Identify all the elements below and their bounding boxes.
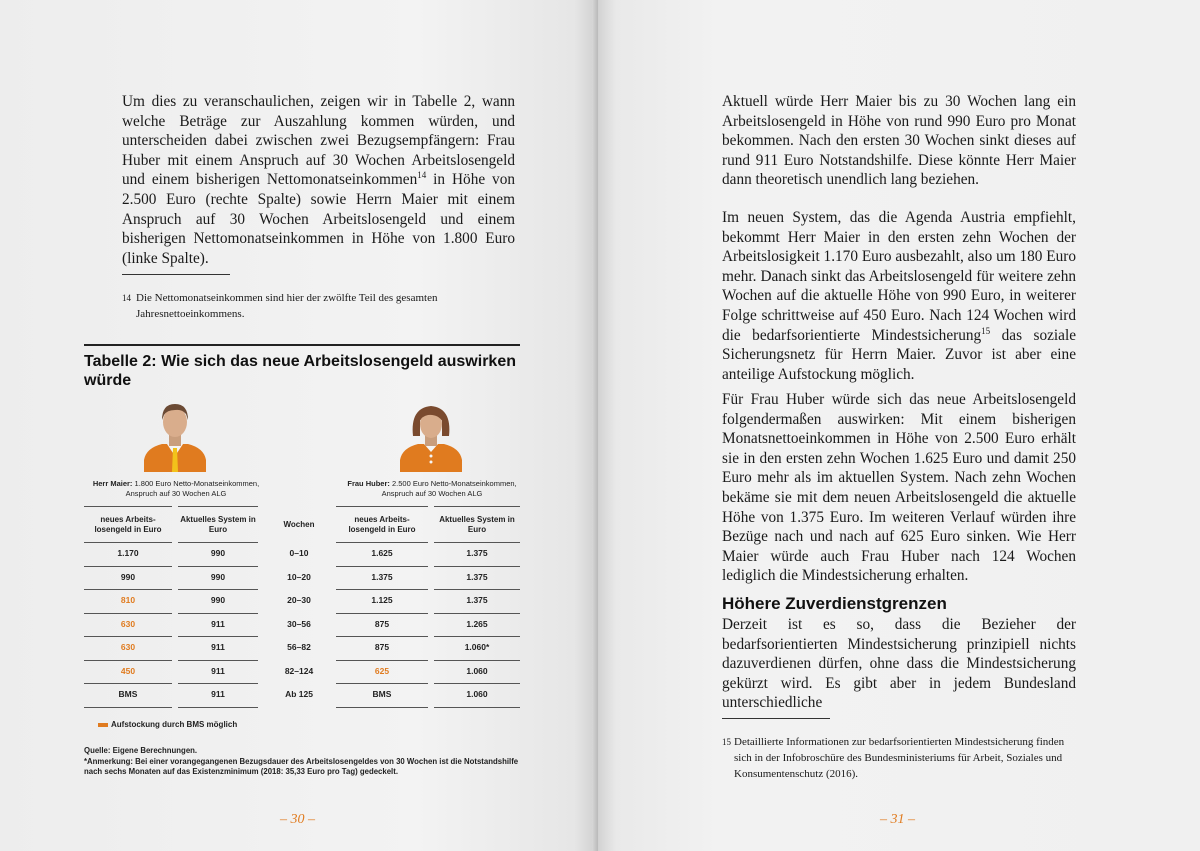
row-rule xyxy=(84,660,172,661)
table-cell: 1.375 xyxy=(466,571,488,582)
row-rule xyxy=(434,613,520,614)
right-paragraph-1: Aktuell würde Herr Maier bis zu 30 Wochen lang ein Arbeitslosengeld in Höhe von rund 990 Euro pro Monat bekommen. Nach den ersten 30 Wochen sinkt dieses auf rund 911 Euro Notstandshilfe. Diese könnte Herr Maier dann theoretisch unendlich lang beziehen. xyxy=(722,93,1076,189)
row-rule xyxy=(178,566,258,567)
man-avatar-icon xyxy=(142,398,208,472)
table-cell: 1.060 xyxy=(466,665,488,676)
row-rule xyxy=(84,566,172,567)
table-cell: 1.170 xyxy=(117,548,139,558)
row-rule xyxy=(84,589,172,590)
table-cell: 1.125 xyxy=(371,595,393,605)
table-cell: 82–124 xyxy=(284,665,314,676)
table-cell: 810 xyxy=(120,595,136,605)
row-rule xyxy=(434,683,520,684)
page-number-right: – 31 – xyxy=(880,812,915,827)
row-rule xyxy=(84,636,172,637)
row-rule xyxy=(84,613,172,614)
table-cell: 630 xyxy=(120,618,136,629)
table-legend: Aufstockung durch BMS möglich xyxy=(98,720,237,729)
huber-caption: Frau Huber: 2.500 Euro Netto-Monatseinkommen, Anspruch auf 30 Wochen ALG xyxy=(347,479,517,498)
col-header-huber-new: neues Arbeits-losengeld in Euro xyxy=(348,515,416,534)
row-rule xyxy=(434,660,520,661)
col-header-weeks: Wochen xyxy=(283,520,315,529)
footnote-14: 14 Die Nettomonatseinkommen sind hier der zwölfte Teil des gesamten Jahresnettoeinkommens. xyxy=(122,292,438,320)
table-cell: 990 xyxy=(210,595,226,605)
table-cell: 625 xyxy=(374,665,390,676)
table-cell: 990 xyxy=(120,571,136,582)
table-cell: 0–10 xyxy=(289,548,309,558)
left-intro-paragraph: Um dies zu veranschaulichen, zeigen wir in Tabelle 2, wann welche Beträge zur Auszahlung kommen würden, und unterscheiden dabei zwischen zwei Bezugsempfängern: Frau Huber mit einem Anspruch auf 30 Wochen Arbeitslosengeld und einem bisherigen Nettomonatseinkommen$^{14}$ in Höhe von 2.500 Euro (rechte Spalte) sowie Herrn Maier mit einem Anspruch auf 30 Wochen Arbeitslosengeld und einem bisherigen Nettomonatseinkommen in Höhe von 1.800 Euro (linke Spalte). xyxy=(122,93,516,267)
table-cell: 450 xyxy=(120,665,136,676)
row-rule xyxy=(178,613,258,614)
table-cell: 911 xyxy=(211,665,225,676)
right-paragraph-3: Für Frau Huber würde sich das neue Arbeitslosengeld folgendermaßen auswirken: Mit einem bisherigen Monatsnettoeinkommen in Höhe von 2.500 Euro erhält sie in den ersten zehn Wochen 1.625 Euro und damit 250 Euro mehr als im aktuellen System. Nach zehn Wochen bekäme sie mit dem neuen Arbeitslosengeld die aktuelle Höhe von 1.375 Euro. Im weiteren Verlauf würden ihre Bezüge nach und nach auf 625 Euro sinken. Wie Herr Maier würde auch Frau Huber nach 124 Wochen lediglich die Mindestsicherung erhalten. xyxy=(722,391,1076,585)
table-cell: 1.375 xyxy=(466,548,488,558)
table-cell: 20–30 xyxy=(287,595,311,605)
table-cell: 1.060 xyxy=(466,689,488,699)
row-rule xyxy=(336,636,428,637)
table-cell: 1.375 xyxy=(466,595,488,605)
legend-swatch xyxy=(98,723,108,727)
row-rule xyxy=(434,707,520,708)
table-top-rule xyxy=(84,344,520,346)
row-rule xyxy=(336,683,428,684)
row-rule xyxy=(336,542,428,543)
row-rule xyxy=(178,683,258,684)
table-cell: 30–56 xyxy=(287,618,311,629)
row-rule xyxy=(336,613,428,614)
table-cell: 911 xyxy=(211,689,225,699)
page-number-left: – 30 – xyxy=(280,812,315,827)
row-rule xyxy=(434,589,520,590)
footnote-15: 15 Detaillierte Informationen zur bedarfsorientierten Mindestsicherung finden sich in der Infobroschüre des Bundesministeriums für Arbeit, Soziales und Konsumentenschutz (2016). xyxy=(722,736,1065,780)
header-rule xyxy=(434,506,520,507)
footnote-divider xyxy=(122,274,230,275)
row-rule xyxy=(336,566,428,567)
table-cell: 875 xyxy=(374,618,390,629)
row-rule xyxy=(336,707,428,708)
table-cell: 56–82 xyxy=(287,642,311,652)
table-cell: 10–20 xyxy=(287,571,311,582)
row-rule xyxy=(84,542,172,543)
right-paragraph-2: Im neuen System, das die Agenda Austria empfiehlt, bekommt Herr Maier in den ersten zehn Wochen der Arbeitslosigkeit 1.170 Euro ausbezahlt, also um 180 Euro mehr. Danach sinkt das Arbeitslosengeld für weitere zehn Wochen auf die aktuelle Höhe von 990 Euro, in weiterer Folge schrittweise auf 450 Euro. Nach 124 Wochen wird die bedarfsorientierte Mindestsicherung$^{15}$ das soziale Sicherungsnetz für Herrn Maier. Zuvor ist aber eine anteilige Aufstockung möglich. xyxy=(722,209,1076,383)
right-page xyxy=(598,0,1200,851)
header-rule xyxy=(178,506,258,507)
table-cell: 1.060* xyxy=(464,642,490,652)
maier-caption: Herr Maier: 1.800 Euro Netto-Monatseinkommen, Anspruch auf 30 Wochen ALG xyxy=(92,479,260,498)
table-title: Tabelle 2: Wie sich das neue Arbeitslosengeld auswirken würde xyxy=(84,353,516,389)
row-rule xyxy=(434,566,520,567)
table-cell: 875 xyxy=(374,642,390,652)
row-rule xyxy=(178,542,258,543)
col-header-huber-current: Aktuelles System in Euro xyxy=(439,515,515,534)
row-rule xyxy=(178,589,258,590)
row-rule xyxy=(178,660,258,661)
footnote-divider xyxy=(722,718,830,719)
row-rule xyxy=(434,542,520,543)
row-rule xyxy=(336,589,428,590)
right-paragraph-4: Derzeit ist es so, dass die Bezieher der bedarfsorientierten Mindestsicherung prinzipiell nichts dazuverdienen dürfen, ohne dass die Mindestsicherung gekürzt wird. Es gibt aber in jedem Bundesland unterschiedliche xyxy=(722,616,1076,712)
table-cell: 911 xyxy=(211,642,225,652)
row-rule xyxy=(336,660,428,661)
section-heading: Höhere Zuverdienstgrenzen xyxy=(722,594,947,613)
table-source: Quelle: Eigene Berechnungen. *Anmerkung: Bei einer vorangegangenen Bezugsdauer des Arbeitslosengeldes von 30 Wochen ist die Notstandshilfe nach sechs Monaten auf das Existenzminimum (2018: 35,33 Euro pro Tag) gedeckelt. xyxy=(84,746,519,776)
woman-avatar-icon xyxy=(398,398,464,472)
row-rule xyxy=(84,707,172,708)
table-cell: Ab 125 xyxy=(285,689,313,699)
table-cell: 990 xyxy=(210,571,226,582)
table-cell: BMS xyxy=(118,689,138,699)
row-rule xyxy=(434,636,520,637)
row-rule xyxy=(84,683,172,684)
header-rule xyxy=(84,506,172,507)
table-cell: 630 xyxy=(120,642,136,652)
table-cell: BMS xyxy=(372,689,392,699)
left-page xyxy=(0,0,598,851)
table-cell: 1.375 xyxy=(371,571,393,582)
row-rule xyxy=(178,636,258,637)
row-rule xyxy=(178,707,258,708)
table-cell: 911 xyxy=(211,618,225,629)
table-cell: 990 xyxy=(210,548,226,558)
table-cell: 1.265 xyxy=(466,618,488,629)
col-header-maier-current: Aktuelles System in Euro xyxy=(180,515,256,534)
header-rule xyxy=(336,506,428,507)
col-header-maier-new: neues Arbeits-losengeld in Euro xyxy=(94,515,162,534)
table-cell: 1.625 xyxy=(371,548,393,558)
